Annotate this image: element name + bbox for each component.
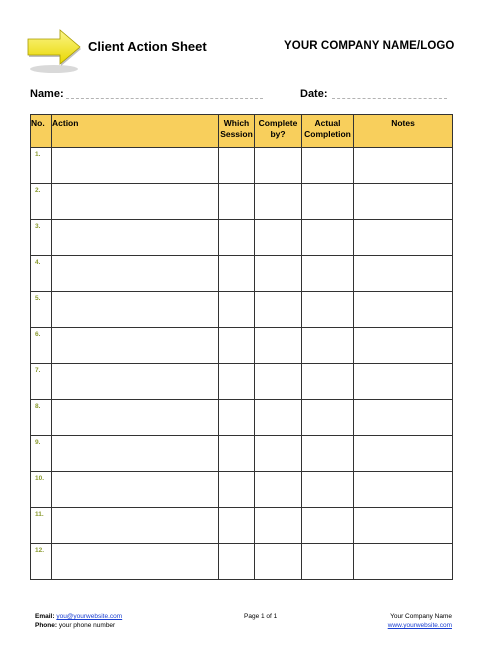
- table-row: [31, 364, 453, 400]
- complete-by-cell[interactable]: [255, 508, 302, 544]
- notes-cell[interactable]: [354, 508, 453, 544]
- actual-completion-cell[interactable]: [302, 292, 354, 328]
- actual-completion-cell[interactable]: [302, 508, 354, 544]
- actual-completion-cell[interactable]: [302, 220, 354, 256]
- complete-by-cell[interactable]: [255, 256, 302, 292]
- action-cell[interactable]: [52, 508, 219, 544]
- table-row: [31, 400, 453, 436]
- session-cell[interactable]: [219, 544, 255, 580]
- action-table: [30, 114, 453, 580]
- footer-contact: [35, 612, 122, 630]
- footer-company: [388, 612, 452, 630]
- col-header-no: No.: [31, 115, 52, 148]
- col-header-session: Which Session: [219, 115, 255, 148]
- col-header-actual-completion: Actual Completion: [302, 115, 354, 148]
- row-number: 4.: [35, 259, 41, 266]
- date-field[interactable]: [332, 98, 447, 99]
- row-number-cell: [31, 184, 52, 220]
- col-header-action: Action: [52, 115, 219, 148]
- row-number-cell: [31, 256, 52, 292]
- action-cell[interactable]: [52, 436, 219, 472]
- complete-by-cell[interactable]: [255, 400, 302, 436]
- table-header-row: [31, 115, 453, 148]
- row-number: 5.: [35, 295, 41, 302]
- row-number-cell: [31, 220, 52, 256]
- notes-cell[interactable]: [354, 436, 453, 472]
- col-header-notes: Notes: [354, 115, 453, 148]
- action-cell[interactable]: [52, 400, 219, 436]
- row-number: 6.: [35, 331, 41, 338]
- date-label: Date:: [300, 88, 328, 100]
- row-number-cell: [31, 400, 52, 436]
- session-cell[interactable]: [219, 148, 255, 184]
- footer-phone-line: [35, 621, 122, 630]
- notes-cell[interactable]: [354, 400, 453, 436]
- action-cell[interactable]: [52, 328, 219, 364]
- action-cell[interactable]: [52, 220, 219, 256]
- session-cell[interactable]: [219, 400, 255, 436]
- email-label: Email:: [35, 613, 55, 620]
- action-cell[interactable]: [52, 364, 219, 400]
- table-row: [31, 148, 453, 184]
- notes-cell[interactable]: [354, 472, 453, 508]
- complete-by-cell[interactable]: [255, 328, 302, 364]
- actual-completion-cell[interactable]: [302, 400, 354, 436]
- notes-cell[interactable]: [354, 184, 453, 220]
- complete-by-cell[interactable]: [255, 364, 302, 400]
- actual-completion-cell[interactable]: [302, 544, 354, 580]
- row-number-cell: [31, 472, 52, 508]
- phone-label: Phone:: [35, 622, 58, 629]
- table-row: [31, 292, 453, 328]
- row-number: 12.: [35, 547, 45, 554]
- table-row: [31, 328, 453, 364]
- company-logo-text: YOUR COMPANY NAME/LOGO: [284, 40, 455, 52]
- action-cell[interactable]: [52, 544, 219, 580]
- row-number-cell: [31, 544, 52, 580]
- footer-company-name: Your Company Name: [390, 613, 452, 620]
- row-number-cell: [31, 328, 52, 364]
- footer-email-line: [35, 612, 122, 621]
- table-row: [31, 220, 453, 256]
- session-cell[interactable]: [219, 472, 255, 508]
- complete-by-cell[interactable]: [255, 220, 302, 256]
- row-number: 2.: [35, 187, 41, 194]
- action-cell[interactable]: [52, 148, 219, 184]
- row-number: 10.: [35, 475, 45, 482]
- actual-completion-cell[interactable]: [302, 364, 354, 400]
- row-number: 3.: [35, 223, 41, 230]
- actual-completion-cell[interactable]: [302, 184, 354, 220]
- table-row: [31, 184, 453, 220]
- actual-completion-cell[interactable]: [302, 436, 354, 472]
- session-cell[interactable]: [219, 328, 255, 364]
- session-cell[interactable]: [219, 256, 255, 292]
- notes-cell[interactable]: [354, 256, 453, 292]
- action-cell[interactable]: [52, 292, 219, 328]
- table-row: [31, 472, 453, 508]
- notes-cell[interactable]: [354, 544, 453, 580]
- action-cell[interactable]: [52, 256, 219, 292]
- complete-by-cell[interactable]: [255, 472, 302, 508]
- row-number: 7.: [35, 367, 41, 374]
- notes-cell[interactable]: [354, 364, 453, 400]
- complete-by-cell[interactable]: [255, 544, 302, 580]
- row-number: 9.: [35, 439, 41, 446]
- phone-value: your phone number: [58, 622, 116, 629]
- row-number-cell: [31, 508, 52, 544]
- actual-completion-cell[interactable]: [302, 256, 354, 292]
- row-number-cell: [31, 436, 52, 472]
- document-title: Client Action Sheet: [88, 39, 207, 54]
- table-row: [31, 436, 453, 472]
- name-label: Name:: [30, 88, 64, 100]
- email-link[interactable]: you@yourwebsite.com: [56, 613, 123, 620]
- row-number-cell: [31, 364, 52, 400]
- yellow-arrow-icon: [26, 27, 84, 75]
- website-link[interactable]: www.yourwebsite.com: [387, 622, 452, 629]
- session-cell[interactable]: [219, 508, 255, 544]
- table-row: [31, 544, 453, 580]
- session-cell[interactable]: [219, 436, 255, 472]
- action-cell[interactable]: [52, 184, 219, 220]
- notes-cell[interactable]: [354, 220, 453, 256]
- notes-cell[interactable]: [354, 292, 453, 328]
- table-row: [31, 508, 453, 544]
- complete-by-cell[interactable]: [255, 436, 302, 472]
- actual-completion-cell[interactable]: [302, 328, 354, 364]
- row-number-cell: [31, 292, 52, 328]
- notes-cell[interactable]: [354, 148, 453, 184]
- name-field[interactable]: [66, 98, 263, 99]
- action-cell[interactable]: [52, 472, 219, 508]
- actual-completion-cell[interactable]: [302, 472, 354, 508]
- page-indicator: Page 1 of 1: [244, 613, 278, 620]
- row-number-cell: [31, 148, 52, 184]
- row-number: 11.: [35, 511, 44, 518]
- complete-by-cell[interactable]: [255, 148, 302, 184]
- complete-by-cell[interactable]: [255, 184, 302, 220]
- table-row: [31, 256, 453, 292]
- session-cell[interactable]: [219, 184, 255, 220]
- notes-cell[interactable]: [354, 328, 453, 364]
- session-cell[interactable]: [219, 364, 255, 400]
- session-cell[interactable]: [219, 292, 255, 328]
- row-number: 8.: [35, 403, 41, 410]
- row-number: 1.: [35, 151, 41, 158]
- actual-completion-cell[interactable]: [302, 148, 354, 184]
- complete-by-cell[interactable]: [255, 292, 302, 328]
- col-header-complete-by: Complete by?: [255, 115, 302, 148]
- session-cell[interactable]: [219, 220, 255, 256]
